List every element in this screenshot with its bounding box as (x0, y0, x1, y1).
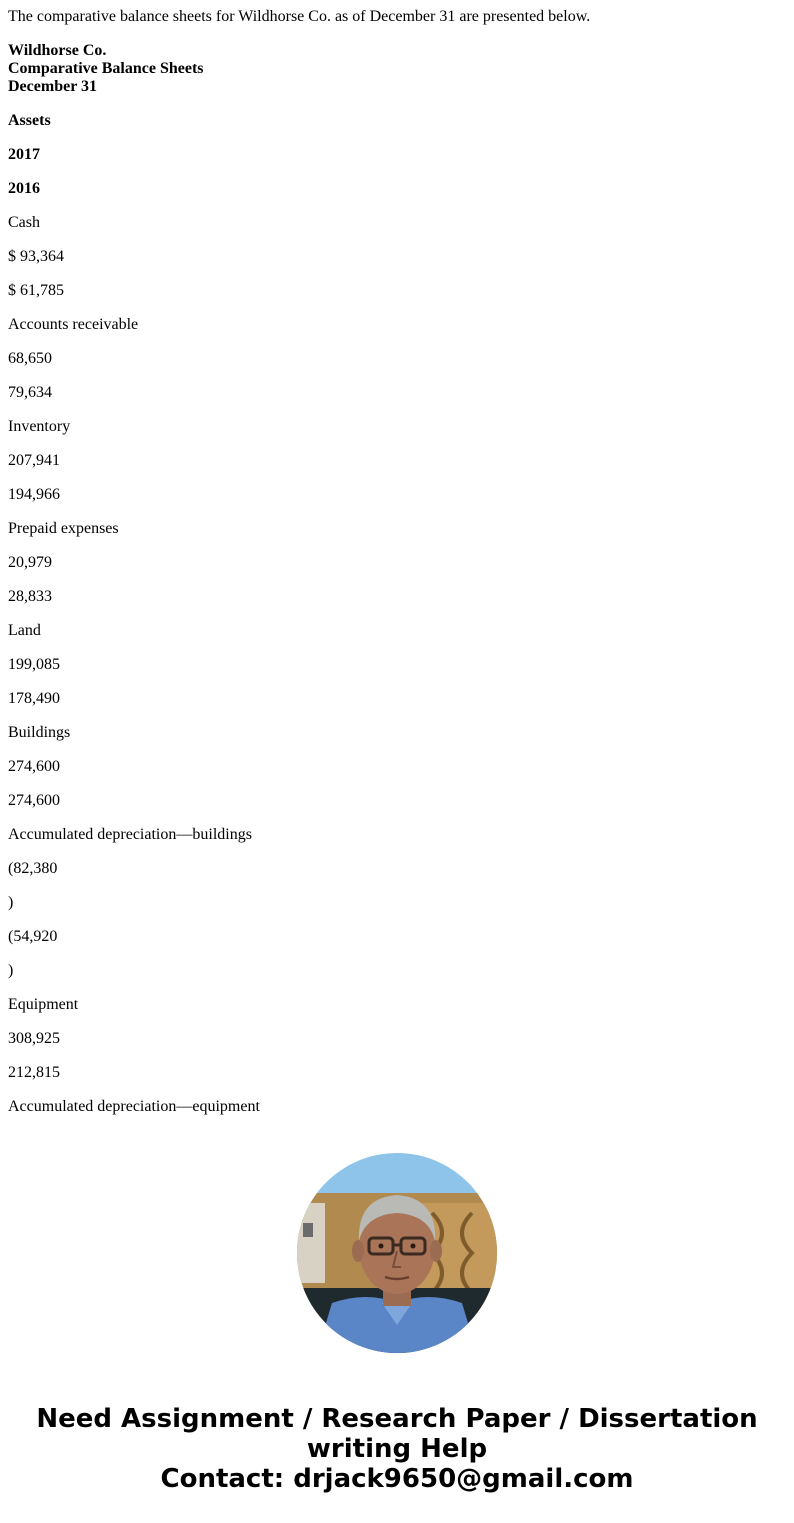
row-value-accum-dep-buildings-2017-close: ) (8, 894, 14, 911)
row-label-buildings: Buildings (8, 724, 71, 741)
row-label-equipment: Equipment (8, 996, 79, 1013)
row-value-land-2016: 178,490 (8, 690, 60, 707)
row-label-cash: Cash (8, 214, 40, 231)
row-value-prepaid-expenses-2016: 28,833 (8, 588, 52, 605)
row-value-land-2017: 199,085 (8, 656, 60, 673)
document-body (8, 8, 786, 1116)
statement-heading (8, 42, 786, 96)
row-value-inventory-2017: 207,941 (8, 452, 60, 469)
row-label-accounts-receivable: Accounts receivable (8, 316, 139, 333)
row-value-cash-2017: $ 93,364 (8, 248, 64, 265)
row-value-accounts-receivable-2016: 79,634 (8, 384, 52, 401)
statement-date: December 31 (8, 78, 97, 95)
contact-banner (0, 1404, 794, 1494)
author-avatar (297, 1153, 497, 1353)
contact-banner-line2: writing Help (306, 1434, 488, 1464)
row-label-inventory: Inventory (8, 418, 71, 435)
row-value-equipment-2016: 212,815 (8, 1064, 60, 1081)
row-value-accounts-receivable-2017: 68,650 (8, 350, 52, 367)
row-value-inventory-2016: 194,966 (8, 486, 60, 503)
row-value-accum-dep-buildings-2016-close: ) (8, 962, 14, 979)
row-value-cash-2016: $ 61,785 (8, 282, 64, 299)
row-label-land: Land (8, 622, 41, 639)
row-label-accum-dep-buildings: Accumulated depreciation—buildings (8, 826, 252, 843)
company-name: Wildhorse Co. (8, 42, 107, 59)
row-value-equipment-2017: 308,925 (8, 1030, 60, 1047)
intro-text: The comparative balance sheets for Wildhorse Co. as of December 31 are presented below. (8, 8, 591, 25)
year-header-2016: 2016 (8, 180, 40, 197)
contact-banner-email: Contact: drjack9650@gmail.com (160, 1464, 634, 1494)
row-value-accum-dep-buildings-2017: (82,380 (8, 860, 58, 877)
section-label-assets: Assets (8, 112, 51, 129)
row-value-buildings-2016: 274,600 (8, 792, 60, 809)
row-label-prepaid-expenses: Prepaid expenses (8, 520, 119, 537)
row-value-buildings-2017: 274,600 (8, 758, 60, 775)
row-label-accum-dep-equipment: Accumulated depreciation—equipment (8, 1098, 260, 1115)
row-value-prepaid-expenses-2017: 20,979 (8, 554, 52, 571)
contact-banner-line1: Need Assignment / Research Paper / Dissertation (36, 1404, 758, 1434)
year-header-2017: 2017 (8, 146, 40, 163)
statement-title: Comparative Balance Sheets (8, 60, 204, 77)
row-value-accum-dep-buildings-2016: (54,920 (8, 928, 58, 945)
